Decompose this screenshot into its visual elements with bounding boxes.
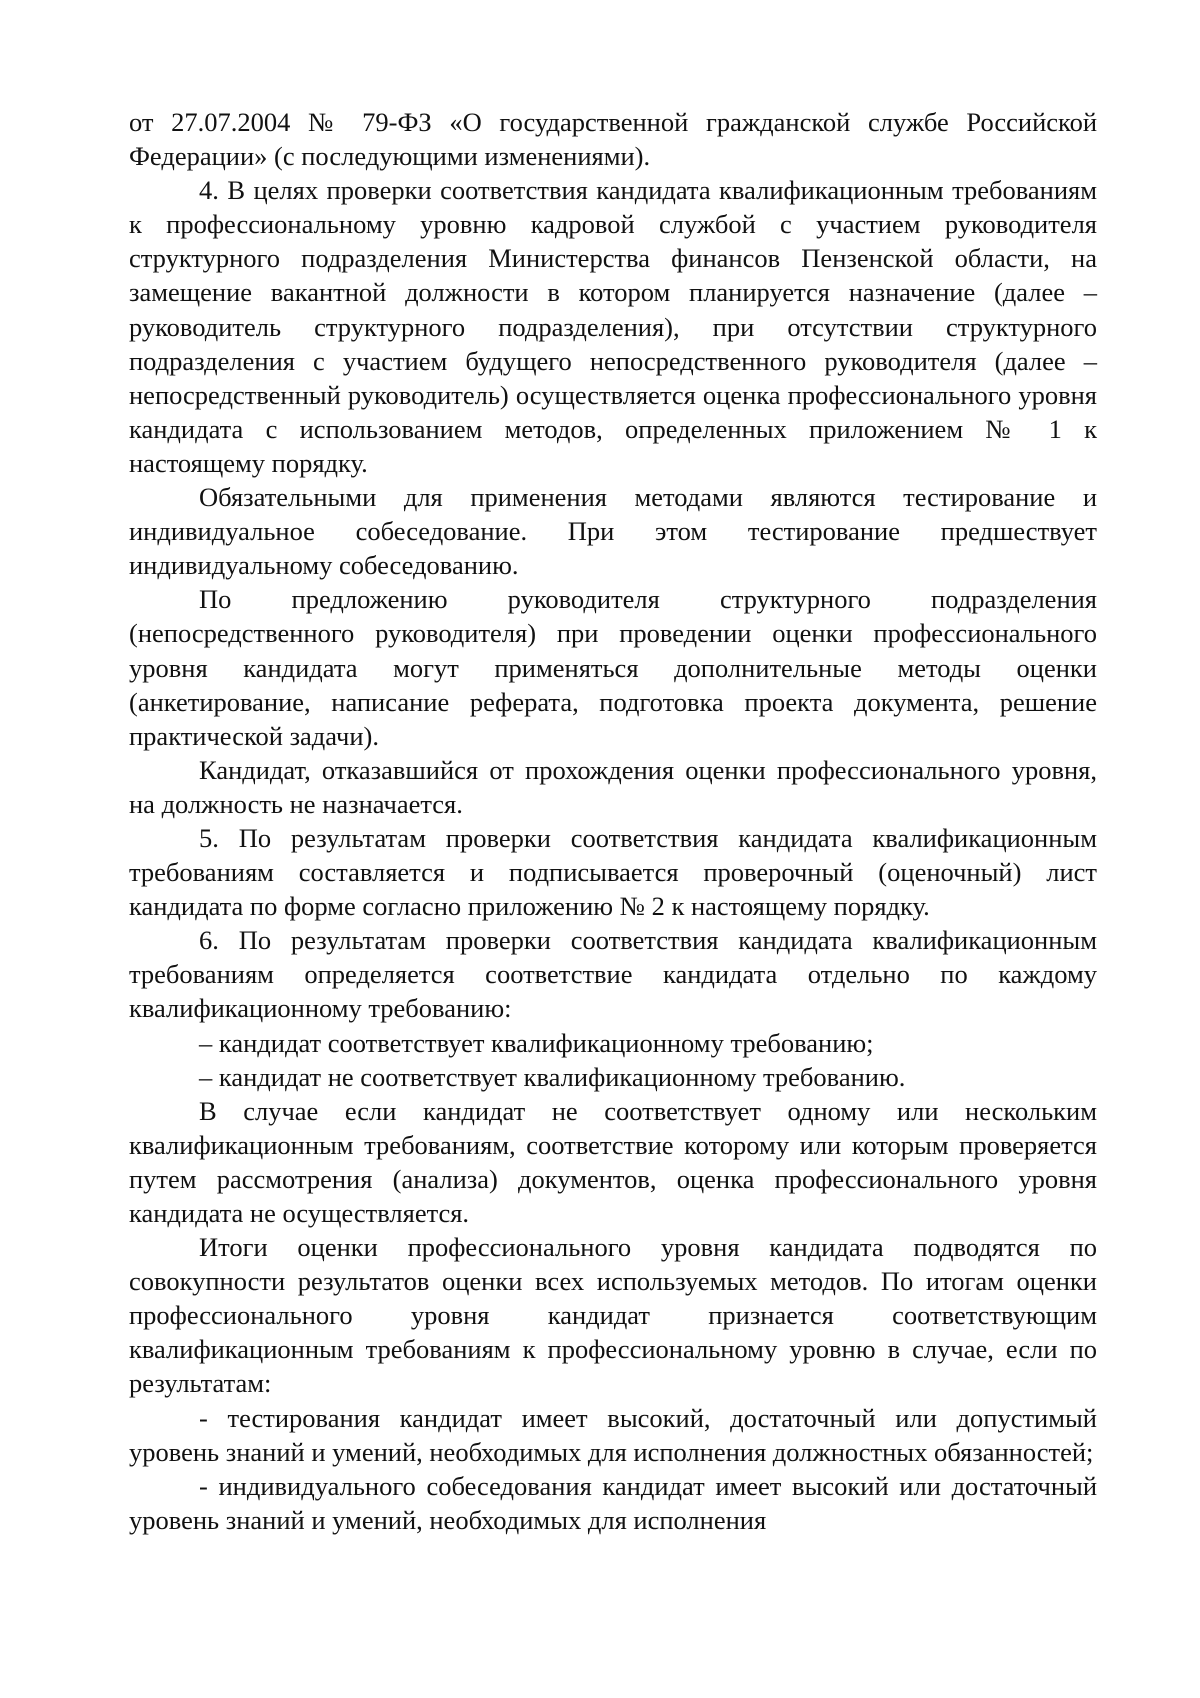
paragraph-results-summary: Итоги оценки профессионального уровня кандидата подводятся по совокупности результатов оценки всех используемых методов. По итогам оценки профессионального уровня кандидат признается соответствующим квалификационным требованиям к профессиональному уровню в случае, если по результатам: <box>129 1232 1097 1399</box>
paragraph-mandatory-methods: Обязательными для применения методами являются тестирование и индивидуальное собеседование. При этом тестирование предшествует индивидуальному собеседованию. <box>129 482 1097 581</box>
document-body <box>129 105 1097 1537</box>
list-item-interview: - индивидуального собеседования кандидат имеет высокий или достаточный уровень знаний и умений, необходимых для исполнения <box>129 1470 1097 1535</box>
list-item-meets-requirement: – кандидат соответствует квалификационному требованию; <box>199 1027 874 1058</box>
list-item-testing: - тестирования кандидат имеет высокий, достаточный или допустимый уровень знаний и умений, необходимых для исполнения должностных обязанностей; <box>129 1402 1097 1467</box>
paragraph-item-4: 4. В целях проверки соответствия кандидата квалификационным требованиям к профессиональному уровню кадровой службой с участием руководителя структурного подразделения Министерства финансов Пензенской области, на замещение вакантной должности в котором планируется назначение (далее – руководитель структурного подразделения), при отсутствии структурного подразделения с участием будущего непосредственного руководителя (далее – непосредственный руководитель) осуществляется оценка профессионального уровня кандидата с использованием методов, определенных приложением № 1 к настоящему порядку. <box>129 175 1097 478</box>
paragraph-item-5: 5. По результатам проверки соответствия кандидата квалификационным требованиям составляется и подписывается проверочный (оценочный) лист кандидата по форме согласно приложению № 2 к настоящему порядку. <box>129 822 1097 922</box>
paragraph-item-6: 6. По результатам проверки соответствия кандидата квалификационным требованиям определяется соответствие кандидата отдельно по каждому квалификационному требованию: <box>129 925 1097 1024</box>
paragraph-refusal: Кандидат, отказавшийся от прохождения оценки профессионального уровня, на должность не назначается. <box>129 754 1097 819</box>
paragraph-non-compliance: В случае если кандидат не соответствует одному или нескольким квалификационным требованиям, соответствие которому или которым проверяется путем рассмотрения (анализа) документов, оценка профессионального уровня кандидата не осуществляется. <box>129 1095 1097 1228</box>
list-item-does-not-meet-requirement: – кандидат не соответствует квалификационному требованию. <box>199 1061 906 1092</box>
paragraph-law-reference: от 27.07.2004 № 79-ФЗ «О государственной гражданской службе Российской Федерации» (с последующими изменениями). <box>129 107 1097 172</box>
paragraph-additional-methods: По предложению руководителя структурного подразделения (непосредственного руководителя) при проведении оценки профессионального уровня кандидата могут применяться дополнительные методы оценки (анкетирование, написание реферата, подготовка проекта документа, решение практической задачи). <box>129 584 1097 751</box>
